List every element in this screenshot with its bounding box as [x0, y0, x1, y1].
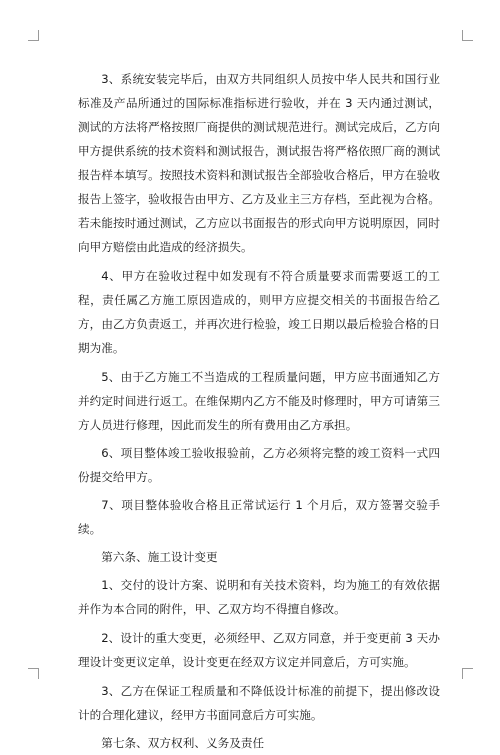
- paragraph-design-documents: 1、交付的设计方案、说明和有关技术资料，均为施工的有效依据并作为本合同的附件，甲、乙双方均不得擅自修改。: [78, 578, 440, 616]
- paragraph-design-suggestions: 3、乙方在保证工程质量和不降低设计标准的前提下，提出修改设计的合理化建议，经甲方书面同意后方可实施。: [78, 684, 440, 722]
- crop-mark-bottom-right: [462, 668, 473, 679]
- crop-mark-top-right: [462, 30, 473, 41]
- paragraph-rework: 4、甲方在验收过程中如发现有不符合质量要求而需要返工的工程，责任属乙方施工原因造成的，则甲方应提交相关的书面报告给乙方，由乙方负责返工，并再次进行检验，竣工日期以最后检验合格的日期为准。: [78, 269, 440, 355]
- paragraph-handover: 7、项目整体验收合格且正常试运行 1 个月后，双方签署交验手续。: [78, 498, 440, 536]
- crop-mark-top-left: [28, 30, 39, 41]
- document-body: [78, 67, 440, 755]
- crop-mark-bottom-left: [28, 668, 39, 679]
- paragraph-quality-issues: 5、由于乙方施工不当造成的工程质量问题，甲方应书面通知乙方并约定时间进行返工。在维保期内乙方不能及时修理时，甲方可请第三方人员进行修理，因此而发生的所有费用由乙方承担。: [78, 370, 440, 432]
- section-heading-rights-obligations: 第七条、双方权利、义务及责任: [101, 736, 265, 750]
- paragraph-completion-documents: 6、项目整体竣工验收报验前，乙方必须将完整的竣工资料一式四份提交给甲方。: [78, 446, 440, 484]
- paragraph-major-design-change: 2、设计的重大变更，必须经甲、乙双方同意，并于变更前 3 天办理设计变更议定单，设计变更在经双方议定并同意后，方可实施。: [78, 631, 440, 669]
- section-heading-design-change: 第六条、施工设计变更: [101, 550, 218, 564]
- paragraph-acceptance-testing: 3、系统安装完毕后，由双方共同组织人员按中华人民共和国行业标准及产品所通过的国际标准指标进行验收，并在 3 天内通过测试，测试的方法将严格按照厂商提供的测试规范进行。测试完成后，乙方向甲方提供系统的技术资料和测试报告，测试报告将严格依照厂商的测试报告样本填写。按照技术资料和测试报告全部验收合格后，甲方在验收报告上签字，验收报告由甲方、乙方及业主三方存档，至此视为合格。若未能按时通过测试，乙方应以书面报告的形式向甲方说明原因，同时向甲方赔偿由此造成的经济损失。: [78, 72, 440, 254]
